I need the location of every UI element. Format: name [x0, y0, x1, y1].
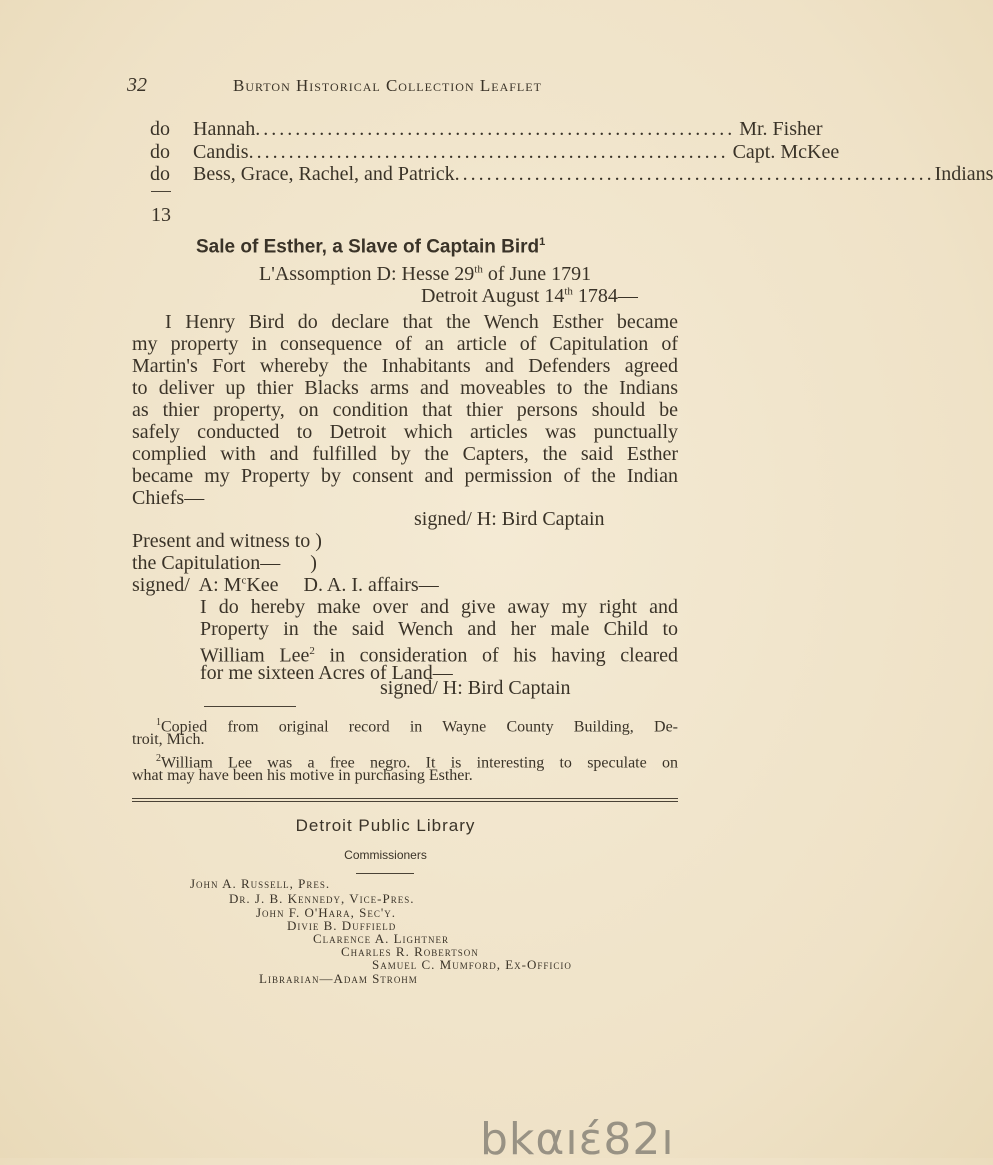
- roster-owner: Mr. Fisher: [739, 118, 823, 140]
- text-line: for me sixteen Acres of Land—: [200, 662, 453, 684]
- roster-name: Candis: [193, 141, 249, 163]
- witness-line: Present and witness to ): [132, 530, 322, 552]
- signature-line: signed/ H: Bird Captain: [380, 677, 571, 699]
- roster-name: Hannah: [193, 118, 256, 140]
- running-title: Burton Historical Collection Leaflet: [233, 76, 542, 95]
- text-line: Martin's Fort whereby the Inhabitants and Defenders agreed: [132, 355, 678, 377]
- running-header: [0, 74, 771, 100]
- roster-prefix: do: [150, 163, 170, 185]
- text-line: complied with and fulfilled by the Capters, the said Esther: [132, 443, 678, 465]
- section-dash: [151, 191, 171, 192]
- librarian: Librarian—Adam Strohm: [259, 971, 418, 986]
- section-rule: [132, 801, 678, 802]
- roster-name: Bess, Grace, Rachel, and Patrick: [193, 163, 455, 185]
- catalog-stamp: bkαıέ82ı: [480, 1114, 675, 1165]
- commissioner: Samuel C. Mumford, Ex-Officio: [372, 957, 572, 972]
- witness-line: the Capitulation— ): [132, 552, 317, 574]
- commissioner: Charles R. Robertson: [341, 944, 479, 959]
- text-line: I do hereby make over and give away my right and: [200, 596, 678, 618]
- library-name: Detroit Public Library: [295, 816, 476, 835]
- title-text: Sale of Esther, a Slave of Captain Bird: [196, 236, 540, 258]
- roster-row: [150, 141, 840, 165]
- text-line: Chiefs—: [132, 487, 205, 509]
- commissioners-rule: [356, 873, 414, 874]
- footnote-rule: [204, 706, 296, 707]
- text-line: William Lee$^2$ in consideration of his having cleared: [200, 644, 678, 667]
- roster-row: [150, 118, 823, 142]
- text-line: my property in consequence of an article of Capitulation of: [132, 333, 678, 355]
- footnote-1: $^1$Copied from original record in Wayne County Building, De- troit, Mich.: [132, 717, 678, 748]
- signature-line: signed/ H: Bird Captain: [414, 508, 605, 530]
- text-line: safely conducted to Detroit which articles was punctually: [132, 421, 678, 443]
- place-line: L'Assomption D: Hesse 29th of June 1791: [259, 263, 592, 285]
- roster-prefix: do: [150, 141, 170, 163]
- commissioner: Dr. J. B. Kennedy, Vice-Pres.: [229, 891, 415, 906]
- text-line: I Henry Bird do declare that the Wench Esther became: [165, 311, 678, 333]
- text-line: to deliver up thier Blacks arms and moveables to the Indians: [132, 377, 678, 399]
- roster-owner: Capt. McKee: [732, 141, 840, 163]
- commissioners-heading: Commissioners: [344, 848, 427, 862]
- page-number: 32: [127, 74, 147, 96]
- commissioner: Clarence A. Lightner: [313, 931, 450, 946]
- roster-prefix: do: [150, 118, 170, 140]
- date-line: Detroit August 14th 1784—: [421, 285, 638, 307]
- text-line: Property in the said Wench and her male Child to: [200, 618, 678, 640]
- witness-signature: signed/ A: $M^cKee$ D. A. I. affairs—: [132, 574, 439, 596]
- roster-owner: Indians: [934, 163, 993, 185]
- document-title: [196, 236, 545, 258]
- section-number: 13: [151, 204, 171, 226]
- footnote-ref: 1: [539, 236, 546, 248]
- leader-dots: ............................................................: [255, 118, 736, 140]
- transfer-paragraph: [200, 596, 678, 684]
- commissioner: John A. Russell, Pres.: [190, 876, 331, 891]
- commissioner: Divie B. Duffield: [287, 918, 397, 933]
- text-line: as thier property, on condition that thier persons should be: [132, 399, 678, 421]
- roster-row: [150, 163, 993, 187]
- commissioner: John F. O'Hara, Sec'y.: [256, 905, 396, 920]
- leader-dots: ............................................................: [248, 141, 729, 163]
- text-line: became my Property by consent and permission of the Indian: [132, 465, 678, 487]
- leader-dots: ............................................................: [454, 163, 935, 185]
- footnote-2: $^2$William Lee was a free negro. It is interesting to speculate on what may have been his motive in purchasing Esther.: [132, 753, 678, 784]
- declaration-paragraph: [132, 311, 678, 509]
- section-rule: [132, 798, 678, 799]
